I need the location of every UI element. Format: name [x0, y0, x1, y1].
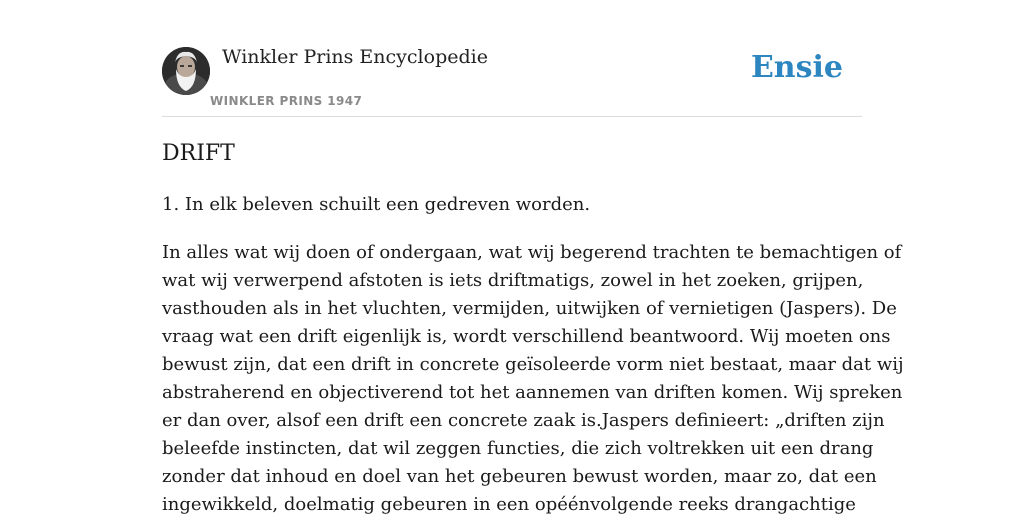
- body-line: vraag wat een drift eigenlijk is, wordt verschillend beantwoord. Wij moeten ons: [162, 326, 891, 347]
- brand-logo[interactable]: Ensie: [750, 50, 843, 85]
- article-lead: 1. In elk beleven schuilt een gedreven worden.: [162, 194, 591, 215]
- body-line: abstraherend en objectiverend tot het aannemen van driften komen. Wij spreken: [162, 382, 903, 403]
- body-line: In alles wat wij doen of ondergaan, wat wij begerend trachten te bemachtigen of: [162, 242, 902, 263]
- publication-subtitle[interactable]: WINKLER PRINS 1947: [210, 94, 363, 108]
- publication-title[interactable]: Winkler Prins Encyclopedie: [222, 46, 488, 68]
- publication-avatar[interactable]: [162, 47, 210, 95]
- body-line: beleefde instincten, dat wil zeggen functies, die zich voltrekken uit een drang: [162, 438, 874, 459]
- body-line: ingewikkeld, doelmatig gebeuren in een opéénvolgende reeks drangachtige: [162, 494, 856, 515]
- body-line: zonder dat inhoud en doel van het gebeuren bewust worden, maar zo, dat een: [162, 466, 877, 487]
- body-line: wat wij verwerpend afstoten is iets driftmatigs, zowel in het zoeken, grijpen,: [162, 270, 864, 291]
- publication-header: [162, 0, 862, 117]
- bearded-man-portrait-icon: [162, 47, 210, 95]
- article-title: DRIFT: [162, 141, 235, 166]
- article-body: [162, 239, 904, 519]
- body-line: er dan over, alsof een drift een concrete zaak is.Jaspers definieert: „driften zijn: [162, 410, 885, 431]
- body-line: vasthouden als in het vluchten, vermijden, uitwijken of vernietigen (Jaspers). De: [162, 298, 897, 319]
- body-line: bewust zijn, dat een drift in concrete geïsoleerde vorm niet bestaat, maar dat wij: [162, 354, 904, 375]
- page: [162, 0, 904, 515]
